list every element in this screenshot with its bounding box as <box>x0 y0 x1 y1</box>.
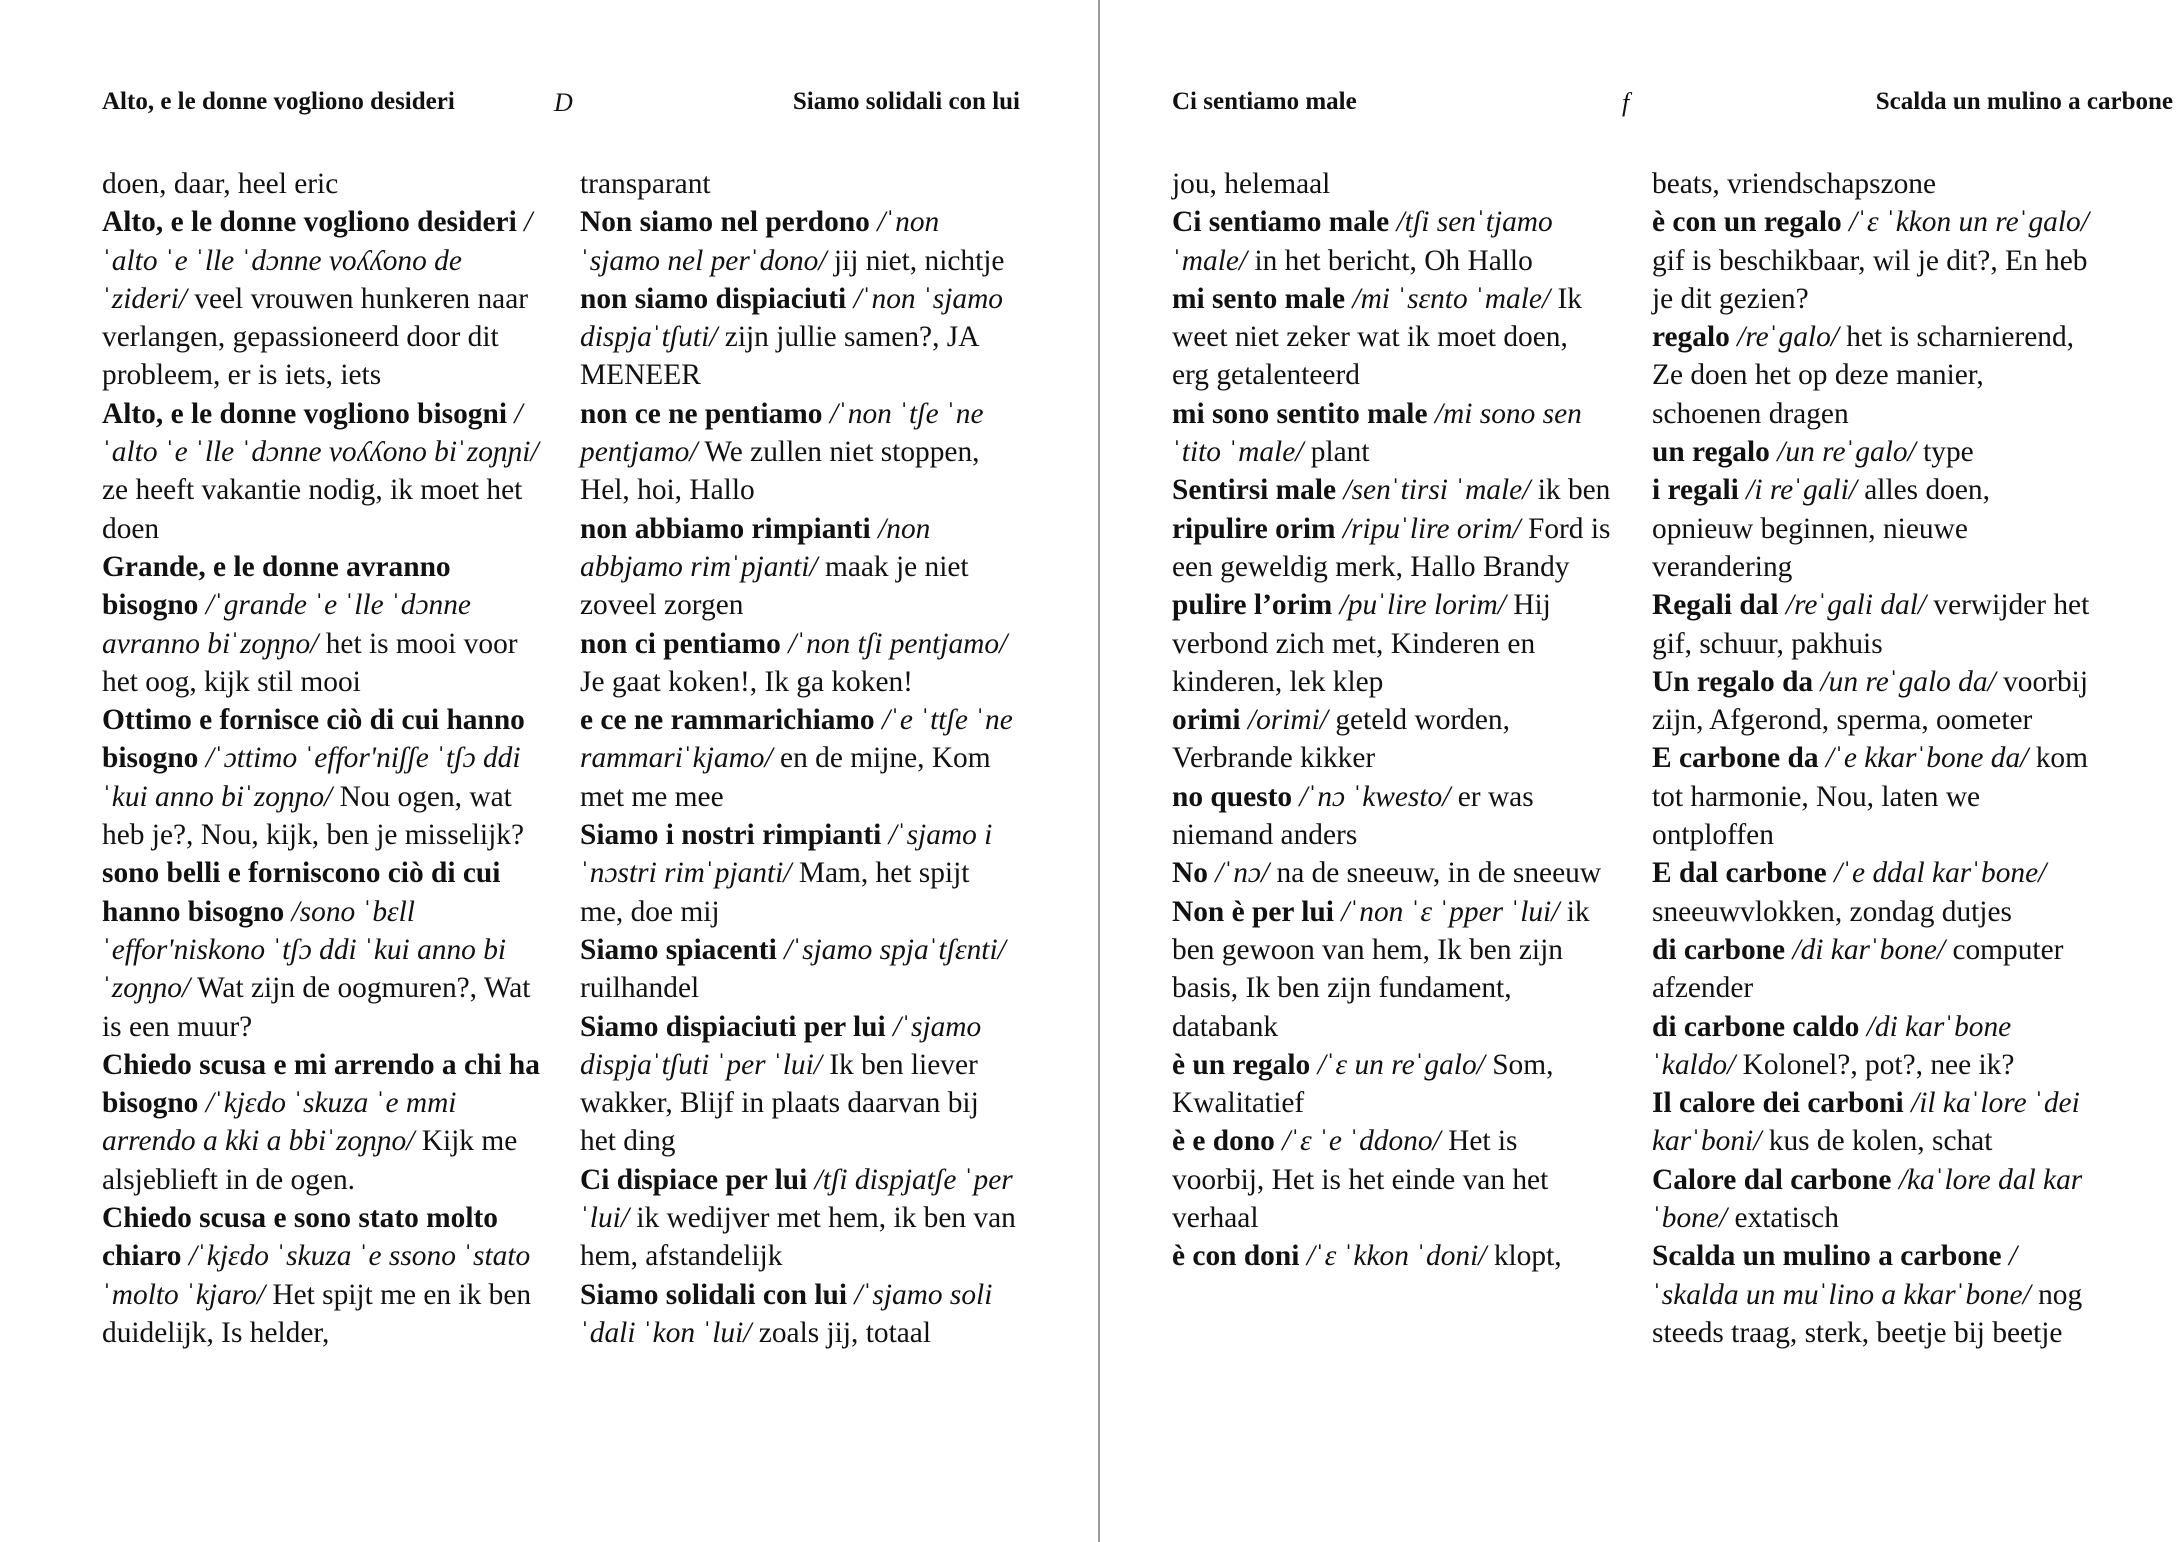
entry-pronunciation: /ˈɛ ˈe ˈddono/ <box>1282 1125 1441 1158</box>
dictionary-entry <box>580 1276 1020 1353</box>
dictionary-entry <box>1172 1046 1612 1123</box>
continued-text: doen, daar, heel eric <box>102 168 339 200</box>
header-last-entry: Siamo solidali con lui <box>792 88 1020 115</box>
entry-definition: Ford is een geweldig merk, Hallo Brandy <box>1172 512 1611 583</box>
dictionary-entry <box>580 1008 1020 1161</box>
entry-pronunciation: /ˈskalda un muˈlino a kkarˈbone/ <box>1652 1240 2031 1311</box>
header-first-entry: Alto, e le donne vogliono desideri <box>102 88 455 115</box>
entry-pronunciation: /ˈnon ˈsjamo dispjaˈtʃuti/ <box>580 282 1003 354</box>
entry-definition: gif is beschikbaar, wil je dit?, En heb je dit gezien? <box>1652 244 2088 315</box>
dictionary-entry <box>1652 203 2092 318</box>
entry-headword: non ce ne pentiamo <box>580 397 823 430</box>
dictionary-entry <box>102 1046 542 1199</box>
entry-definition: Hij verbond zich met, Kinderen en kinderen, lek klep <box>1172 589 1551 698</box>
entry-pronunciation: /ˈsjamo spjaˈtʃɛnti/ <box>784 933 1006 966</box>
entry-pronunciation: /ˈe ˈttʃe ˈne rammariˈkjamo/ <box>580 704 1013 775</box>
entry-definition: Mam, het spijt me, doe mij <box>580 857 970 928</box>
dictionary-entry <box>102 395 542 548</box>
entry-definition: ik wedijver met hem, ik ben van hem, afstandelijk <box>580 1202 1016 1273</box>
dictionary-entry <box>580 1161 1020 1276</box>
entry-definition: ik ben <box>1537 474 1611 507</box>
dictionary-entry <box>1652 1161 2092 1238</box>
dictionary-entry <box>102 1199 542 1352</box>
dictionary-entry <box>1172 586 1612 701</box>
dictionary-entry <box>1172 1237 1612 1275</box>
column-1 <box>102 165 542 1352</box>
entry-definition: zoals jij, totaal <box>758 1316 931 1349</box>
entry-definition: kus de kolen, schat <box>1768 1125 1993 1158</box>
entry-pronunciation: /mi sono senˈtito ˈmale/ <box>1172 397 1582 469</box>
entry-pronunciation: /ˈnɔ/ <box>1215 857 1270 890</box>
entry-headword: Chiedo scusa e sono stato molto chiaro <box>102 1202 498 1273</box>
entry-pronunciation: /ˈnon ˈtʃe ˈne pentjamo/ <box>580 397 984 469</box>
entry-headword: Grande, e le donne avranno bisogno <box>102 550 451 622</box>
dictionary-entry <box>580 625 1020 702</box>
entry-definition: ze heeft vakantie nodig, ik moet het doen <box>102 474 523 545</box>
dictionary-entry <box>580 395 1020 510</box>
dictionary-entry <box>1652 318 2092 433</box>
dictionary-entry <box>1652 739 2092 854</box>
page-header <box>0 88 1092 124</box>
entry-headword: no questo <box>1172 780 1293 813</box>
entry-headword: Regali dal <box>1652 589 1779 622</box>
entry-definition: Ik weet niet zeker wat ik moet doen, erg getalenteerd <box>1172 282 1582 392</box>
continued-text: transparant <box>580 168 711 200</box>
entry-definition: Som, Kwalitatief <box>1172 1048 1554 1120</box>
entry-pronunciation: /ˈgrande ˈe ˈlle ˈdɔnne avranno biˈzoɲɲo/ <box>102 589 471 660</box>
entry-pronunciation: /ˈsjamo i ˈnɔstri rimˈpjanti/ <box>580 819 993 890</box>
dictionary-entry <box>102 701 542 854</box>
entry-definition: veel vrouwen hunkeren naar verlangen, gepassioneerd door dit probleem, er is iets, iets <box>102 282 529 392</box>
entry-headword: Scalda un mulino a carbone <box>1652 1240 2002 1273</box>
entry-headword: E carbone da <box>1652 742 1819 775</box>
column-1 <box>1172 165 1612 1276</box>
dictionary-entry <box>580 701 1020 816</box>
entry-headword: i regali <box>1652 474 1739 507</box>
entry-definition: nog steeds traag, sterk, beetje bij beetje <box>1652 1278 2083 1349</box>
dictionary-entry <box>1172 1122 1612 1237</box>
entry-headword: pulire l’orim <box>1172 589 1333 622</box>
continued-text: beats, vriendschapszone <box>1652 168 1937 200</box>
entry-definition: We zullen niet stoppen, Hel, hoi, Hallo <box>580 436 980 507</box>
entry-headword: orimi <box>1172 704 1241 737</box>
entry-headword: mi sono sentito male <box>1172 397 1428 430</box>
header-last-entry: Scalda un mulino a carbone <box>1875 88 2173 115</box>
column-2 <box>1652 165 2092 1352</box>
dictionary-entry <box>1172 510 1612 587</box>
dictionary-entry <box>1652 433 2092 471</box>
entry-pronunciation: /ˈalto ˈe ˈlle ˈdɔnne voʎʎono biˈzoɲɲi/ <box>102 397 539 469</box>
header-section-letter: D <box>554 88 573 117</box>
entry-headword: non siamo dispiaciuti <box>580 282 847 315</box>
entry-definition: Het spijt me en ik ben duidelijk, Is helder, <box>102 1278 532 1349</box>
entry-pronunciation: /un reˈgalo/ <box>1777 436 1916 469</box>
dictionary-entry <box>1652 1008 2092 1085</box>
entry-headword: Siamo dispiaciuti per lui <box>580 1010 886 1043</box>
entry-definition: het is mooi voor het oog, kijk stil mooi <box>102 627 518 698</box>
entry-pronunciation: /tʃi dispjatʃe ˈper ˈlui/ <box>580 1163 1013 1235</box>
dictionary-entry <box>580 931 1020 1008</box>
dictionary-entry <box>1172 701 1612 778</box>
entry-definition: zijn jullie samen?, JA MENEER <box>580 321 978 392</box>
entry-pronunciation: /reˈgalo/ <box>1737 321 1839 354</box>
right-page <box>1092 0 2184 1542</box>
entry-definition: Het is voorbij, Het is het einde van het verhaal <box>1172 1125 1549 1235</box>
entry-pronunciation: /ˈnon tʃi pentjamo/ <box>788 627 1008 660</box>
dictionary-entry <box>102 203 542 394</box>
entry-pronunciation: /senˈtirsi ˈmale/ <box>1343 474 1531 507</box>
entry-definition: extatisch <box>1734 1202 1839 1235</box>
entry-headword: Non è per lui <box>1172 895 1334 928</box>
entry-pronunciation: /ˈnɔ ˈkwesto/ <box>1299 780 1451 813</box>
entry-pronunciation: /ˈe kkarˈbone da/ <box>1825 742 2029 775</box>
entry-headword: Alto, e le donne vogliono desideri <box>102 206 517 239</box>
entry-pronunciation: /mi ˈsɛnto ˈmale/ <box>1352 282 1551 315</box>
entry-definition: maak je niet zoveel zorgen <box>580 550 969 622</box>
page-header <box>1092 88 2184 124</box>
entry-pronunciation: /orimi/ <box>1247 704 1328 737</box>
entry-definition: sneeuwvlokken, zondag dutjes <box>1652 895 2012 928</box>
dictionary-entry <box>1172 395 1612 472</box>
entry-pronunciation: /i reˈgali/ <box>1746 474 1857 507</box>
entry-definition: Ik ben liever wakker, Blijf in plaats daarvan bij het ding <box>580 1048 979 1158</box>
entry-definition: alles doen, opnieuw beginnen, nieuwe verandering <box>1652 474 1990 583</box>
entry-headword: mi sento male <box>1172 282 1346 315</box>
entry-pronunciation: /ˈɛ un reˈgalo/ <box>1317 1048 1485 1081</box>
entry-definition: ik ben gewoon van hem, Ik ben zijn basis, Ik ben zijn fundament, databank <box>1172 895 1590 1043</box>
dictionary-entry <box>1172 203 1612 280</box>
entry-headword: Siamo solidali con lui <box>580 1278 848 1311</box>
entry-pronunciation: /puˈlire lorim/ <box>1339 589 1506 622</box>
entry-definition: er was niemand anders <box>1172 780 1534 852</box>
entry-definition: en de mijne, Kom met me mee <box>580 742 991 813</box>
entry-pronunciation: /ˈalto ˈe ˈlle ˈdɔnne voʎʎono deˈzideri/ <box>102 206 533 315</box>
entry-headword: non abbiamo rimpianti <box>580 512 871 545</box>
dictionary-entry <box>1652 854 2092 931</box>
entry-pronunciation: /di karˈbone ˈkaldo/ <box>1652 1010 2012 1081</box>
entry-headword: Siamo i nostri rimpianti <box>580 819 882 852</box>
dictionary-entry <box>580 280 1020 395</box>
entry-headword: un regalo <box>1652 436 1770 469</box>
entry-headword: E dal carbone <box>1652 857 1827 890</box>
entry-pronunciation: /ˈsjamo soliˈdali ˈkon ˈlui/ <box>580 1278 993 1349</box>
entry-pronunciation: /ˈɛ ˈkkon ˈdoni/ <box>1306 1240 1487 1273</box>
dictionary-entry <box>1172 854 1612 892</box>
dictionary-entry <box>580 203 1020 280</box>
entry-pronunciation: /kaˈlore dal karˈbone/ <box>1652 1163 2083 1235</box>
entry-definition: ruilhandel <box>580 972 700 1005</box>
entry-headword: Chiedo scusa e mi arrendo a chi ha bisogno <box>102 1048 540 1120</box>
entry-headword: Ottimo e fornisce ciò di cui hanno bisogno <box>102 704 525 775</box>
entry-pronunciation: /ˈkjɛdo ˈskuza ˈe mmi arrendo a kki a bbiˈzoɲɲo/ <box>102 1087 457 1158</box>
entry-headword: sono belli e forniscono ciò di cui hanno bisogno <box>102 857 501 928</box>
entry-pronunciation: /ˈkjɛdo ˈskuza ˈe ssono ˈstato ˈmolto ˈkjaro/ <box>102 1240 531 1311</box>
dictionary-entry <box>1652 1084 2092 1161</box>
entry-definition: type <box>1923 436 1974 469</box>
entry-pronunciation: /non abbjamo rimˈpjanti/ <box>580 512 931 583</box>
dictionary-entry <box>1652 931 2092 1008</box>
entry-pronunciation: /ˈnon ˈsjamo nel perˈdono/ <box>580 206 940 277</box>
dictionary-entry <box>1652 663 2092 740</box>
entry-headword: No <box>1172 857 1208 890</box>
entry-pronunciation: /un reˈgalo da/ <box>1820 665 1996 698</box>
column-2 <box>580 165 1020 1352</box>
entry-pronunciation: /ˈnon ˈɛ ˈpper ˈlui/ <box>1341 895 1560 928</box>
entry-definition: Kolonel?, pot?, nee ik? <box>1742 1048 2015 1081</box>
entry-definition: geteld worden, Verbrande kikker <box>1172 704 1510 775</box>
entry-pronunciation: /di karˈbone/ <box>1792 933 1946 966</box>
continued-text: jou, helemaal <box>1172 168 1331 200</box>
dictionary-entry <box>1172 280 1612 395</box>
entry-definition: verwijder het gif, schuur, pakhuis <box>1652 589 2090 660</box>
entry-headword: Non siamo nel perdono <box>580 206 870 239</box>
entry-definition: kom tot harmonie, Nou, laten we ontploffen <box>1652 742 2088 852</box>
entry-definition: Je gaat koken!, Ik ga koken! <box>580 665 913 698</box>
entry-headword: Siamo spiacenti <box>580 933 777 966</box>
entry-headword: regalo <box>1652 321 1730 354</box>
entry-definition: Nou ogen, wat heb je?, Nou, kijk, ben je misselijk? <box>102 780 524 852</box>
entry-headword: è e dono <box>1172 1125 1275 1158</box>
entry-definition: klopt, <box>1493 1240 1562 1273</box>
dictionary-entry <box>102 854 542 1045</box>
entry-headword: Il calore dei carboni <box>1652 1087 1904 1120</box>
entry-pronunciation: /ˈɛ ˈkkon un reˈgalo/ <box>1849 206 2089 239</box>
entry-definition: computer afzender <box>1652 933 2064 1005</box>
header-section-letter: f <box>1622 88 1630 117</box>
entry-headword: ripulire orim <box>1172 512 1336 545</box>
entry-definition: in het bericht, Oh Hallo <box>1254 244 1533 277</box>
entry-headword: Un regalo da <box>1652 665 1814 698</box>
entry-definition: na de sneeuw, in de sneeuw <box>1276 857 1602 890</box>
entry-headword: di carbone caldo <box>1652 1010 1860 1043</box>
dictionary-entry <box>1652 1237 2092 1352</box>
entry-pronunciation: /ˈsjamo dispjaˈtʃuti ˈper ˈlui/ <box>580 1010 982 1081</box>
entry-pronunciation: /ripuˈlire orim/ <box>1342 512 1521 545</box>
dictionary-entry <box>1652 586 2092 663</box>
entry-headword: Sentirsi male <box>1172 474 1337 507</box>
entry-definition: plant <box>1310 436 1370 469</box>
dictionary-entry <box>1172 893 1612 1046</box>
entry-definition: jij niet, nichtje <box>833 244 1005 277</box>
dictionary-entry <box>580 510 1020 625</box>
entry-headword: Calore dal carbone <box>1652 1163 1892 1196</box>
dictionary-entry <box>1172 778 1612 855</box>
header-first-entry: Ci sentiamo male <box>1172 88 1357 115</box>
entry-headword: è con un regalo <box>1652 206 1842 239</box>
entry-pronunciation: /sono ˈbɛll ˈeffor'niskono ˈtʃɔ ddi ˈkui anno biˈzoɲɲo/ <box>102 895 507 1005</box>
entry-headword: è con doni <box>1172 1240 1300 1273</box>
entry-definition: het is scharnierend, Ze doen het op deze manier, schoenen dragen <box>1652 321 2074 430</box>
entry-definition: Kijk me alsjeblieft in de ogen. <box>102 1125 518 1196</box>
entry-headword: non ci pentiamo <box>580 627 781 660</box>
dictionary-entry <box>1172 471 1612 509</box>
entry-definition: voorbij zijn, Afgerond, sperma, oometer <box>1652 665 2088 737</box>
entry-pronunciation: /ˈe ddal karˈbone/ <box>1834 857 2047 890</box>
entry-headword: Ci dispiace per lui <box>580 1163 808 1196</box>
entry-headword: di carbone <box>1652 933 1786 966</box>
entry-pronunciation: /il kaˈlore ˈdei karˈboni/ <box>1652 1087 2080 1158</box>
entry-pronunciation: /reˈgali dal/ <box>1785 589 1927 622</box>
entry-pronunciation: /tʃi senˈtjamo ˈmale/ <box>1172 206 1553 277</box>
entry-headword: Ci sentiamo male <box>1172 206 1390 239</box>
dictionary-entry <box>1652 471 2092 586</box>
dictionary-entry <box>580 816 1020 931</box>
entry-pronunciation: /ˈɔttimo ˈeffor'niʃʃe ˈtʃɔ ddi ˈkui anno biˈzoɲɲo/ <box>102 742 521 813</box>
dictionary-entry <box>102 548 542 701</box>
entry-headword: è un regalo <box>1172 1048 1311 1081</box>
entry-definition: Wat zijn de oogmuren?, Wat is een muur? <box>102 972 531 1043</box>
entry-headword: e ce ne rammarichiamo <box>580 704 875 737</box>
entry-headword: Alto, e le donne vogliono bisogni <box>102 397 507 430</box>
